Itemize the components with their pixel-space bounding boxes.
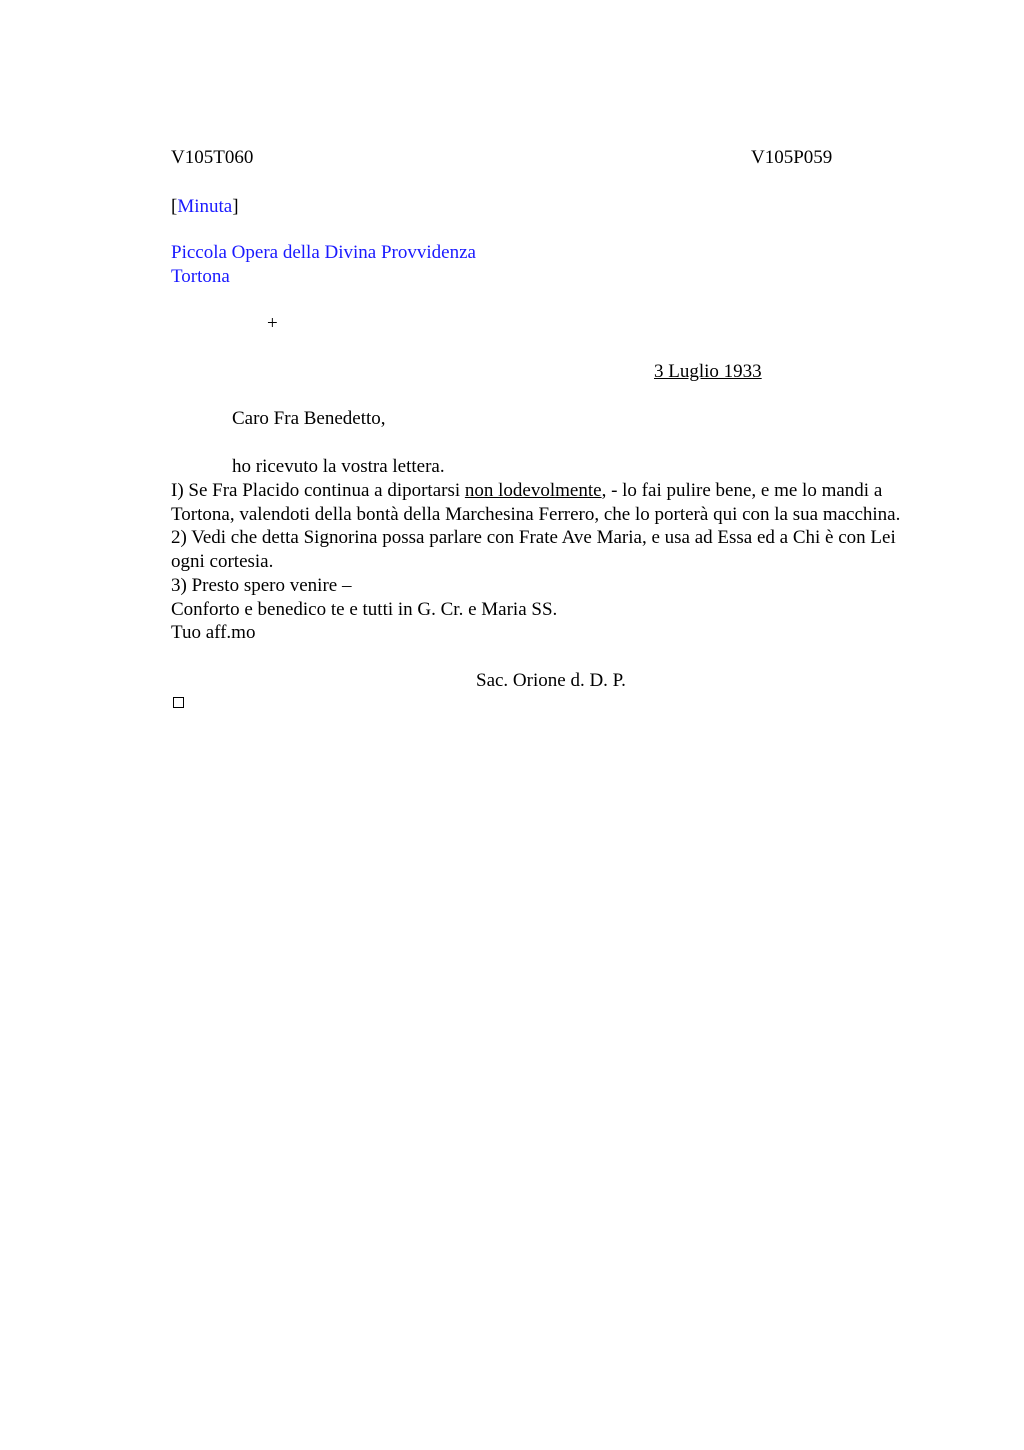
note-close-bracket: ]: [232, 196, 239, 217]
note-label: Minuta: [177, 196, 233, 217]
intro-line: ho ricevuto la vostra lettera.: [232, 456, 445, 477]
letter-date: 3 Luglio 1933: [654, 361, 762, 382]
closing-line: Conforto e benedico te e tutti in G. Cr. e Maria SS.: [171, 598, 558, 620]
document-code-right: V105P059: [751, 147, 833, 168]
valediction: Tuo aff.mo: [171, 622, 256, 644]
point-1: I) Se Fra Placido continua a diportarsi non lodevolmente, - lo fai pulire bene, e me lo mandi a Tortona, valendoti della bontà della Marchesina Ferrero, che lo porterà qui con la sua macchina.: [171, 480, 901, 525]
signature: Sac. Orione d. D. P.: [476, 670, 626, 691]
cross-symbol: +: [267, 313, 278, 334]
document-code-left: V105T060: [171, 147, 254, 168]
note-open-bracket: [: [171, 196, 178, 217]
letter-page: [171, 0, 921, 1450]
point-3: 3) Presto spero venire –: [171, 574, 352, 596]
institution-name: Piccola Opera della Divina Provvidenza: [171, 242, 476, 263]
institution-city: Tortona: [171, 266, 230, 287]
letter-body: [171, 479, 919, 645]
underlined-phrase: non lodevolmente: [464, 480, 602, 501]
checkbox-square-icon: [173, 697, 184, 708]
salutation: Caro Fra Benedetto,: [232, 408, 386, 429]
point-2: 2) Vedi che detta Signorina possa parlare con Frate Ave Maria, e usa ad Essa ed a Chi è con Lei ogni cortesia.: [171, 527, 896, 573]
draft-note: [171, 195, 239, 219]
